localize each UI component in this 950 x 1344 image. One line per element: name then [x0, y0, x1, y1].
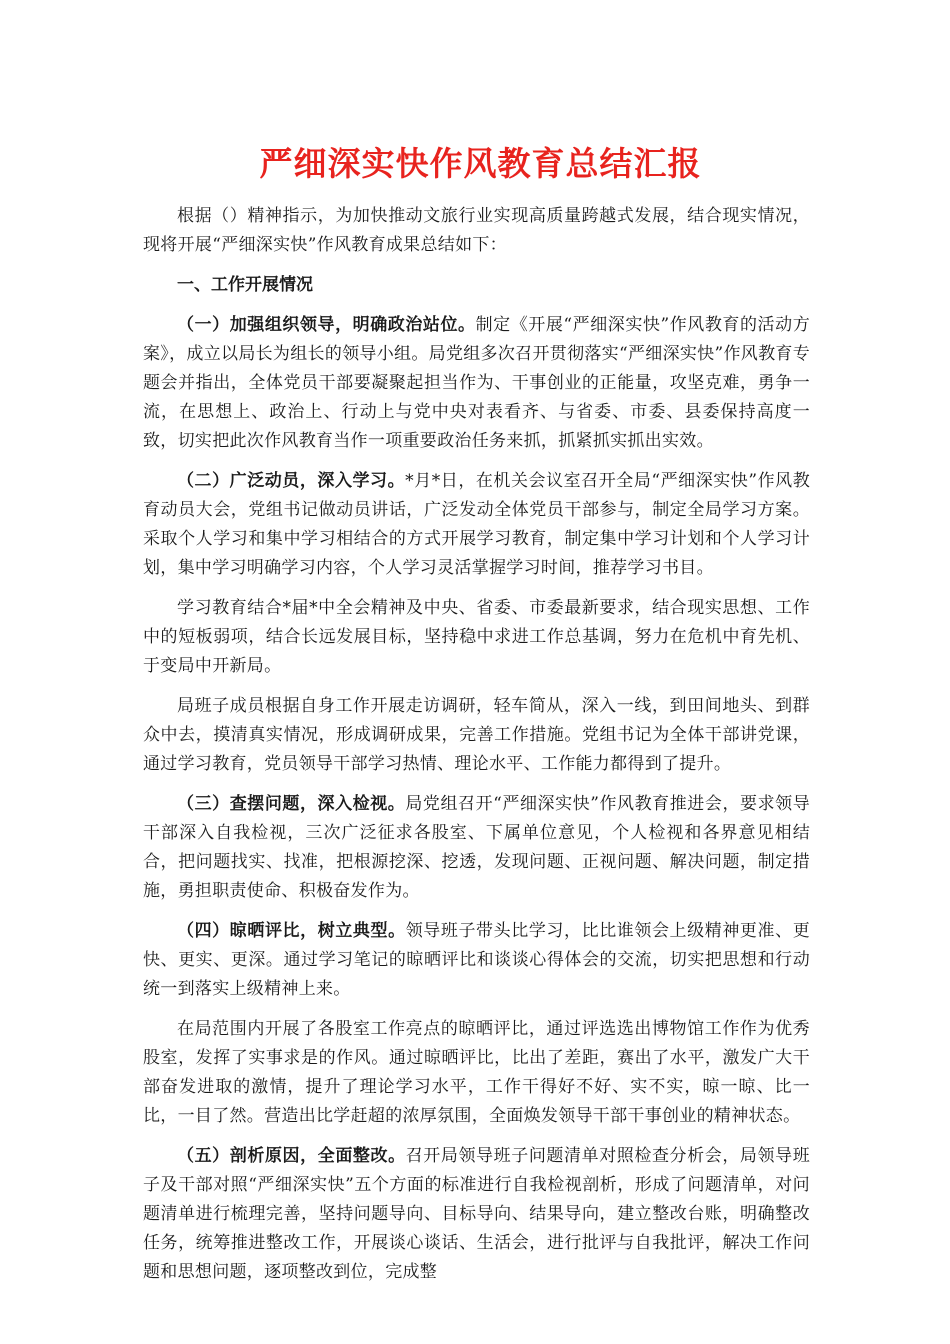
section-heading: 一、工作开展情况 — [177, 275, 313, 295]
paragraph-8-body: 召开局领导班子问题清单对照检查分析会，局领导班子及干部对照“严细深实快”五个方面的标准进行自我检视剖析，形成了问题清单，对问题清单进行梳理完善，坚持问题导向、目标导向、结果导向，建立整改台账，明确整改任务，统筹推进整改工作，开展谈心谈话、生活会，进行批评与自我批评，解决工作问题和思想问题，逐项整改到位，完成整 — [143, 1146, 810, 1282]
paragraph-5-lead: （三）查摆问题，深入检视。 — [177, 794, 406, 814]
paragraph-2-body: *月*日，在机关会议室召开全局“严细深实快”作风教育动员大会，党组书记做动员讲话，广泛发动全体党员干部参与，制定全局学习方案。采取个人学习和集中学习相结合的方式开展学习教育，制定集中学习计划和个人学习计划，集中学习明确学习内容，个人学习灵活掌握学习时间，推荐学习书目。 — [143, 471, 810, 578]
paragraph-7: 在局范围内开展了各股室工作亮点的晾晒评比，通过评选选出博物馆工作作为优秀股室，发挥了实事求是的作风。通过晾晒评比，比出了差距，赛出了水平，激发广大干部奋发进取的激情，提升了理论学习水平，工作干得好不好、实不实，晾一晾、比一比，一目了然。营造出比学赶超的浓厚氛围，全面焕发领导干部干事创业的精神状态。 — [143, 1019, 810, 1126]
paragraph-1 — [143, 311, 810, 456]
intro-paragraph: 根据（）精神指示，为加快推动文旅行业实现高质量跨越式发展，结合现实情况，现将开展“严细深实快”作风教育成果总结如下： — [143, 206, 810, 255]
document-title: 严细深实快作风教育总结汇报 — [259, 144, 702, 183]
paragraph-6 — [143, 917, 810, 1004]
paragraph-5-body: 局党组召开“严细深实快”作风教育推进会，要求领导干部深入自我检视，三次广泛征求各股室、下属单位意见，个人检视和各界意见相结合，把问题找实、找准，把根源挖深、挖透，发现问题、正视问题、解决问题，制定措施，勇担职责使命、积极奋发作为。 — [143, 794, 810, 901]
paragraph-8 — [143, 1142, 810, 1287]
paragraph-1-lead: （一）加强组织领导，明确政治站位。 — [177, 315, 476, 335]
paragraph-5 — [143, 790, 810, 906]
paragraph-8-lead: （五）剖析原因，全面整改。 — [177, 1146, 406, 1166]
paragraph-2-lead: （二）广泛动员，深入学习。 — [177, 471, 406, 491]
paragraph-3: 学习教育结合*届*中全会精神及中央、省委、市委最新要求，结合现实思想、工作中的短板弱项，结合长远发展目标，坚持稳中求进工作总基调，努力在危机中育先机、于变局中开新局。 — [143, 598, 810, 676]
paragraph-6-body: 领导班子带头比学习，比比谁领会上级精神更准、更快、更实、更深。通过学习笔记的晾晒评比和谈谈心得体会的交流，切实把思想和行动统一到落实上级精神上来。 — [143, 921, 810, 999]
paragraph-1-body: 制定《开展“严细深实快”作风教育的活动方案》，成立以局长为组长的领导小组。局党组多次召开贯彻落实“严细深实快”作风教育专题会并指出，全体党员干部要凝聚起担当作为、干事创业的正能量，攻坚克难，勇争一流，在思想上、政治上、行动上与党中央对表看齐、与省委、市委、县委保持高度一致，切实把此次作风教育当作一项重要政治任务来抓，抓紧抓实抓出实效。 — [143, 315, 810, 451]
paragraph-6-lead: （四）晾晒评比，树立典型。 — [177, 921, 406, 941]
paragraph-2 — [143, 467, 810, 583]
paragraph-4: 局班子成员根据自身工作开展走访调研，轻车简从，深入一线，到田间地头、到群众中去，摸清真实情况，形成调研成果，完善工作措施。党组书记为全体干部讲党课，通过学习教育，党员领导干部学习热情、理论水平、工作能力都得到了提升。 — [143, 696, 810, 774]
